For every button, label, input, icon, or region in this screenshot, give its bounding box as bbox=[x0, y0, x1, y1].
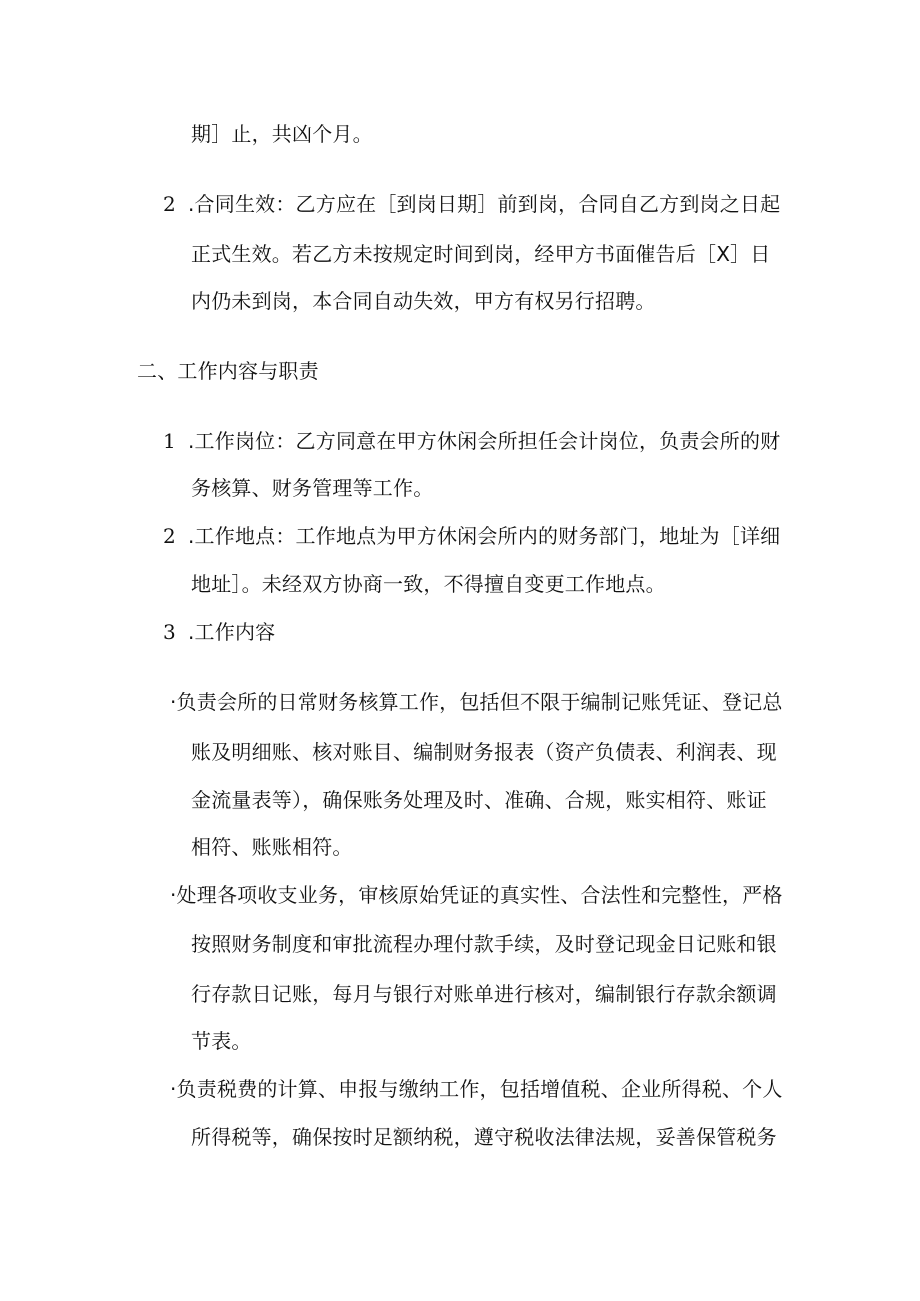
text-line: 地址］。未经双方协商一致，不得擅自变更工作地点。 bbox=[191, 572, 666, 596]
text-line: .工作地点：工作地点为甲方休闲会所内的财务部门，地址为［详细 bbox=[188, 524, 781, 548]
text-line: 务核算、财务管理等工作。 bbox=[191, 476, 434, 500]
text-line: 相符、账账相符。 bbox=[191, 835, 353, 859]
text-line: .工作岗位：乙方同意在甲方休闲会所担任会计岗位，负责会所的财 bbox=[188, 429, 781, 453]
text-line: 所得税等，确保按时足额纳税，遵守税收法律法规，妥善保管税务 bbox=[191, 1125, 777, 1149]
text-line: 账及明细账、核对账目、编制财务报表（资产负债表、利润表、现 bbox=[191, 740, 777, 764]
text-line: 期］止，共凶个月。 bbox=[191, 122, 373, 146]
bullet-line: ·处理各项收支业务，审核原始凭证的真实性、合法性和完整性，严格 bbox=[170, 883, 783, 907]
text-line: 正式生效。若乙方未按规定时间到岗，经甲方书面催告后［X］日 bbox=[191, 242, 771, 266]
item-number: 2 bbox=[163, 524, 176, 548]
text-line: 金流量表等），确保账务处理及时、准确、合规，账实相符、账证 bbox=[191, 788, 767, 812]
text-line: 按照财务制度和审批流程办理付款手续，及时登记现金日记账和银 bbox=[191, 932, 777, 956]
item-number: 3 bbox=[163, 620, 176, 644]
text-line: 行存款日记账，每月与银行对账单进行核对，编制银行存款余额调 bbox=[191, 982, 777, 1006]
text-line: 节表。 bbox=[191, 1029, 252, 1053]
text-line: .合同生效：乙方应在［到岗日期］前到岗，合同自乙方到岗之日起 bbox=[188, 192, 781, 216]
bullet-line: ·负责会所的日常财务核算工作，包括但不限于编制记账凭证、登记总 bbox=[170, 690, 783, 714]
item-number: 2 bbox=[163, 192, 176, 216]
text-line: .工作内容 bbox=[188, 620, 276, 644]
item-number: 1 bbox=[163, 429, 176, 453]
text-line: 内仍未到岗，本合同自动失效，甲方有权另行招聘。 bbox=[191, 289, 656, 313]
bullet-line: ·负责税费的计算、申报与缴纳工作，包括增值税、企业所得税、个人 bbox=[170, 1077, 783, 1101]
section-heading: 二、工作内容与职责 bbox=[137, 359, 319, 383]
